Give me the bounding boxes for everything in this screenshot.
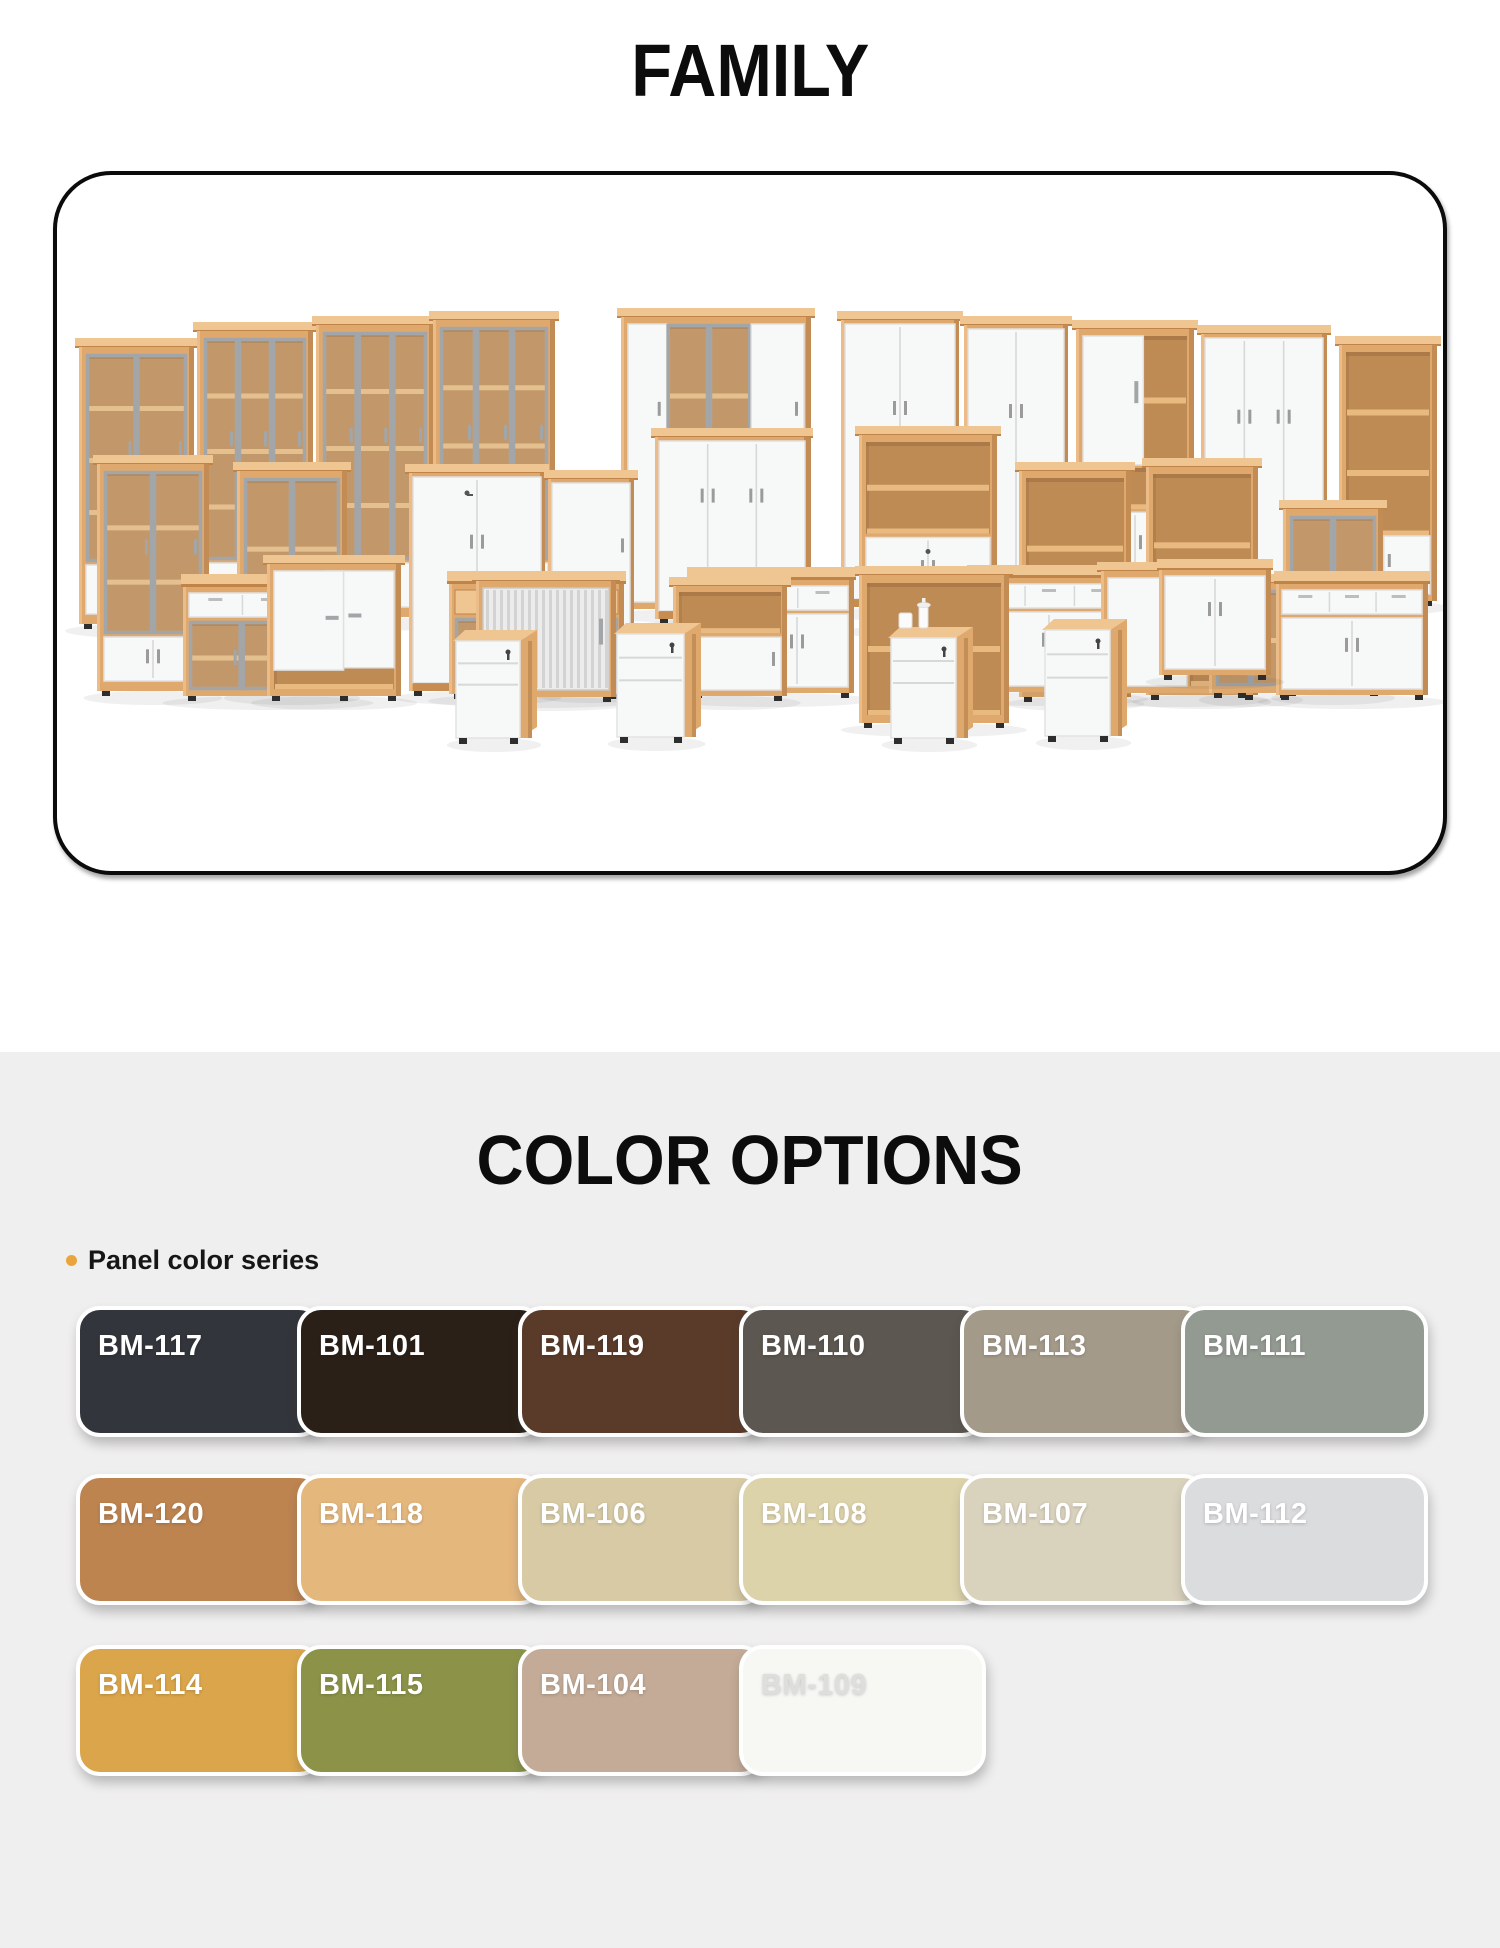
swatch-label: BM-112 xyxy=(1203,1498,1308,1530)
swatch-label: BM-119 xyxy=(540,1330,645,1362)
family-section-header xyxy=(0,30,1500,111)
swatch-label: BM-115 xyxy=(319,1669,424,1701)
small-white-cabinet xyxy=(1146,559,1285,689)
color-swatch-bm-107 xyxy=(960,1474,1207,1605)
color-swatch-bm-106 xyxy=(518,1474,765,1605)
swatch-label: BM-106 xyxy=(540,1498,647,1530)
panel-color-series-row xyxy=(66,1245,319,1276)
color-swatch-bm-110 xyxy=(739,1306,986,1437)
color-swatch-bm-111 xyxy=(1181,1306,1428,1437)
swatch-label: BM-111 xyxy=(1203,1330,1306,1362)
panel-color-series-label: Panel color series xyxy=(88,1245,320,1275)
credenza-small xyxy=(1258,571,1446,709)
swatch-label: BM-118 xyxy=(319,1498,424,1530)
swatch-label: BM-120 xyxy=(98,1498,205,1530)
color-swatch-bm-104 xyxy=(518,1645,765,1776)
family-title: FAMILY xyxy=(630,29,870,112)
swatch-label: BM-113 xyxy=(982,1330,1087,1362)
color-swatch-bm-113 xyxy=(960,1306,1207,1437)
color-swatch-bm-118 xyxy=(297,1474,544,1605)
color-swatch-bm-109 xyxy=(739,1645,986,1776)
color-swatch-bm-117 xyxy=(76,1306,323,1437)
swatch-label: BM-107 xyxy=(982,1498,1089,1530)
mobile-pedestal-2 xyxy=(608,623,706,751)
color-swatch-bm-112 xyxy=(1181,1474,1428,1605)
color-options-header xyxy=(0,1122,1500,1199)
furniture-family-illustration xyxy=(61,179,1447,875)
bullet-icon xyxy=(66,1255,77,1266)
color-swatch-bm-101 xyxy=(297,1306,544,1437)
color-swatch-bm-114 xyxy=(76,1645,323,1776)
swatch-label: BM-110 xyxy=(761,1330,866,1362)
color-options-title: COLOR OPTIONS xyxy=(476,1121,1024,1199)
swatch-label: BM-104 xyxy=(540,1669,647,1701)
color-swatch-bm-120 xyxy=(76,1474,323,1605)
color-swatch-bm-119 xyxy=(518,1306,765,1437)
swatch-label: BM-117 xyxy=(98,1330,203,1362)
swatch-label: BM-109 xyxy=(761,1669,868,1701)
mobile-pedestal-4 xyxy=(1036,619,1131,750)
swatch-label: BM-101 xyxy=(319,1330,426,1362)
mobile-pedestal-1 xyxy=(447,630,541,752)
swatch-label: BM-114 xyxy=(98,1669,203,1701)
color-swatch-bm-115 xyxy=(297,1645,544,1776)
small-sliding-cabinet xyxy=(251,555,417,710)
swatch-label: BM-108 xyxy=(761,1498,868,1530)
color-swatch-bm-108 xyxy=(739,1474,986,1605)
color-options-section xyxy=(0,1052,1500,1948)
family-showcase-box xyxy=(53,171,1447,875)
